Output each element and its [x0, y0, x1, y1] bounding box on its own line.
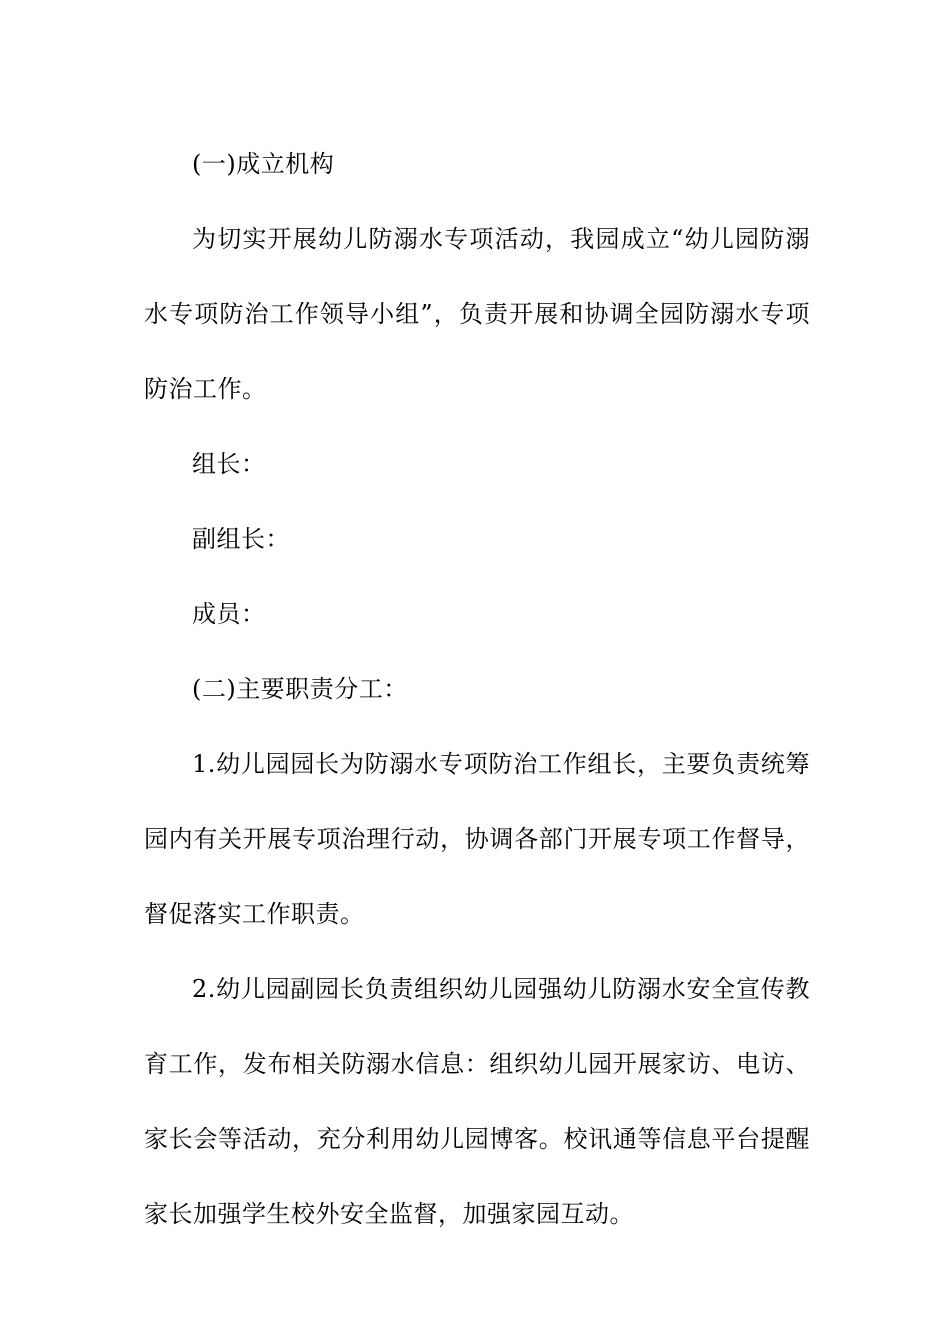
section-heading-responsibilities: (二)主要职责分工：: [192, 675, 408, 703]
field-deputy-group-leader: 副组长：: [192, 525, 290, 553]
field-members: 成员：: [192, 600, 266, 628]
document-body: [144, 127, 810, 1252]
paragraph-leadership-group: 为切实开展幼儿防溺水专项活动，我园成立“幼儿园防溺水专项防治工作领导小组”，负责开展和协调全园防溺水专项防治工作。: [144, 225, 810, 403]
section-heading-establish-organization: (一)成立机构: [192, 150, 335, 178]
paragraph-responsibility-1: 1.幼儿园园长为防溺水专项防治工作组长，主要负责统筹园内有关开展专项治理行动，协调各部门开展专项工作督导，督促落实工作职责。: [144, 750, 810, 928]
field-group-leader: 组长：: [192, 450, 266, 478]
paragraph-responsibility-2: 2.幼儿园副园长负责组织幼儿园强幼儿防溺水安全宣传教育工作，发布相关防溺水信息：组织幼儿园开展家访、电访、家长会等活动，充分利用幼儿园博客。校讯通等信息平台提醒家长加强学生校外安全监督，加强家园互动。: [144, 975, 810, 1228]
